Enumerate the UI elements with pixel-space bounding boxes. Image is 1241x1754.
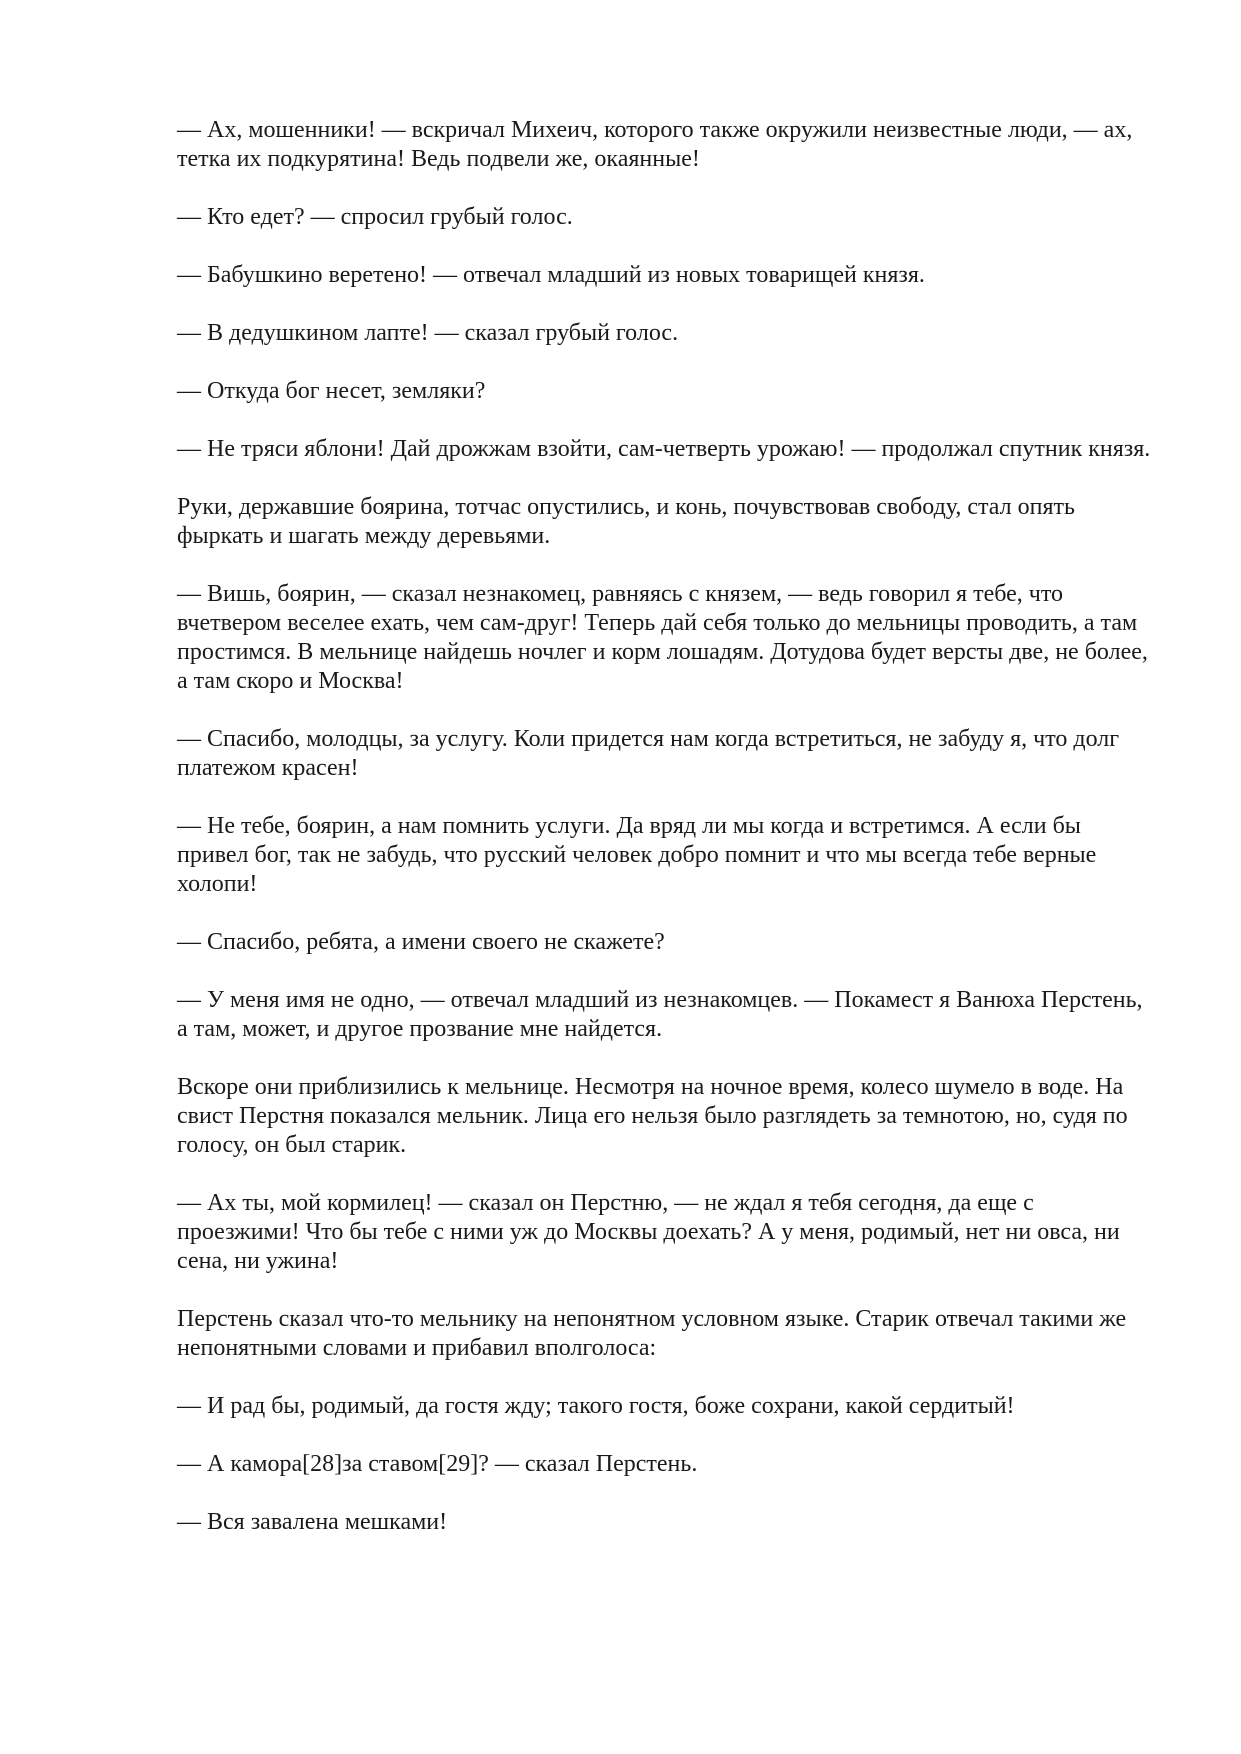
- paragraph-11: — Спасибо, ребята, а имени своего не скажете?: [177, 929, 665, 955]
- paragraph-9: — Спасибо, молодцы, за услугу. Коли придется нам когда встретиться, не забуду я, что долг платежом красен!: [177, 726, 1120, 781]
- paragraph-2: — Кто едет? — спросил грубый голос.: [177, 204, 573, 230]
- document-page: [177, 116, 1152, 1566]
- paragraph-17: — А камора[28]за ставом[29]? — сказал Перстень.: [177, 1451, 698, 1477]
- paragraph-5: — Откуда бог несет, земляки?: [177, 378, 486, 404]
- paragraph-15: Перстень сказал что-то мельнику на непонятном условном языке. Старик отвечал такими же непонятными словами и прибавил вполголоса:: [177, 1306, 1127, 1361]
- paragraph-10: — Не тебе, боярин, а нам помнить услуги. Да вряд ли мы когда и встретимся. А если бы привел бог, так не забудь, что русский человек добро помнит и что мы всегда тебе верные холопи!: [177, 813, 1097, 897]
- paragraph-1: — Ах, мошенники! — вскричал Михеич, которого также окружили неизвестные люди, — ах, тетка их подкурятина! Ведь подвели же, окаянные!: [177, 117, 1133, 172]
- paragraph-18: — Вся завалена мешками!: [177, 1509, 448, 1535]
- paragraph-12: — У меня имя не одно, — отвечал младший из незнакомцев. — Покамест я Ванюха Перстень, а там, может, и другое прозвание мне найдется.: [177, 987, 1143, 1042]
- paragraph-6: — Не тряси яблони! Дай дрожжам взойти, сам-четверть урожаю! — продолжал спутник князя.: [177, 436, 1151, 462]
- paragraph-16: — И рад бы, родимый, да гостя жду; такого гостя, боже сохрани, какой сердитый!: [177, 1393, 1015, 1419]
- paragraph-4: — В дедушкином лапте! — сказал грубый голос.: [177, 320, 679, 346]
- paragraph-7: Руки, державшие боярина, тотчас опустились, и конь, почувствовав свободу, стал опять фыркать и шагать между деревьями.: [177, 494, 1075, 549]
- paragraph-3: — Бабушкино веретено! — отвечал младший из новых товарищей князя.: [177, 262, 925, 288]
- paragraph-14: — Ах ты, мой кормилец! — сказал он Перстню, — не ждал я тебя сегодня, да еще с проезжими! Что бы тебе с ними уж до Москвы доехать? А у меня, родимый, нет ни овса, ни сена, ни ужина!: [177, 1190, 1120, 1274]
- paragraph-8: — Вишь, боярин, — сказал незнакомец, равняясь с князем, — ведь говорил я тебе, что вчетвером веселее ехать, чем сам-друг! Теперь дай себя только до мельницы проводить, а там простимся. В мельнице найдешь ночлег и корм лошадям. Дотудова будет версты две, не более, а там скоро и Москва!: [177, 581, 1148, 694]
- paragraph-13: Вскоре они приблизились к мельнице. Несмотря на ночное время, колесо шумело в воде. На свист Перстня показался мельник. Лица его нельзя было разглядеть за темнотою, но, судя по голосу, он был старик.: [177, 1074, 1128, 1158]
